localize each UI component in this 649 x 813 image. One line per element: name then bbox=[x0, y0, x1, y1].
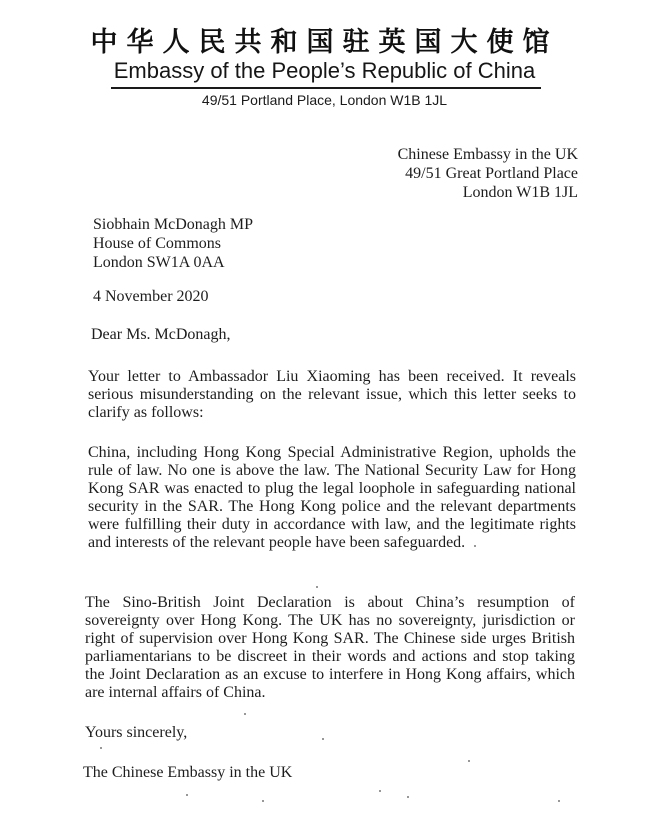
sender-line: 49/51 Great Portland Place bbox=[405, 165, 578, 182]
scan-speck bbox=[558, 800, 560, 802]
closing: Yours sincerely, bbox=[85, 724, 188, 741]
body-paragraph: Your letter to Ambassador Liu Xiaoming has been received. It reveals serious misunderstanding on the relevant issue, which this letter seeks to clarify as follows: bbox=[88, 368, 576, 421]
scan-speck bbox=[468, 760, 470, 762]
salutation: Dear Ms. McDonagh, bbox=[91, 326, 231, 343]
letterhead-underline bbox=[111, 87, 541, 89]
scan-speck bbox=[186, 794, 188, 796]
body-paragraph: The Sino-British Joint Declaration is about China’s resumption of sovereignty over Hong Kong. The UK has no sovereignty, jurisdiction or right of supervision over Hong Kong SAR. The Chinese side urges British parliamentarians to be discreet in their words and actions and stop taking the Joint Declaration as an excuse to interfere in Hong Kong affairs, which are internal affairs of China. bbox=[85, 594, 575, 701]
recipient-address-block bbox=[93, 215, 393, 272]
sender-line: London W1B 1JL bbox=[462, 184, 578, 201]
recipient-line: House of Commons bbox=[93, 235, 221, 252]
sender-line: Chinese Embassy in the UK bbox=[397, 146, 578, 163]
scan-speck bbox=[322, 738, 324, 740]
letterhead-english-name: Embassy of the People’s Republic of China bbox=[113, 58, 536, 83]
scan-speck bbox=[474, 545, 476, 547]
sender-address-block bbox=[360, 145, 578, 202]
scan-speck bbox=[262, 800, 264, 802]
scan-speck bbox=[100, 747, 102, 749]
letterhead-chinese-name: 中华人民共和国驻英国大使馆 bbox=[90, 27, 559, 58]
scan-speck bbox=[407, 796, 409, 798]
letter-date: 4 November 2020 bbox=[93, 288, 209, 305]
scan-speck bbox=[316, 586, 318, 588]
recipient-line: London SW1A 0AA bbox=[93, 254, 225, 271]
letterhead-address: 49/51 Portland Place, London W1B 1JL bbox=[201, 92, 448, 108]
body-paragraph: China, including Hong Kong Special Administrative Region, upholds the rule of law. No one is above the law. The National Security Law for Hong Kong SAR was enacted to plug the legal loophole in safeguarding national security in the SAR. The Hong Kong police and the relevant departments were fulfilling their duty in accordance with law, and the legitimate rights and interests of the relevant people have been safeguarded. bbox=[88, 444, 576, 551]
recipient-line: Siobhain McDonagh MP bbox=[93, 216, 253, 233]
signature: The Chinese Embassy in the UK bbox=[83, 764, 293, 781]
scan-speck bbox=[379, 790, 381, 792]
scan-speck bbox=[244, 713, 246, 715]
